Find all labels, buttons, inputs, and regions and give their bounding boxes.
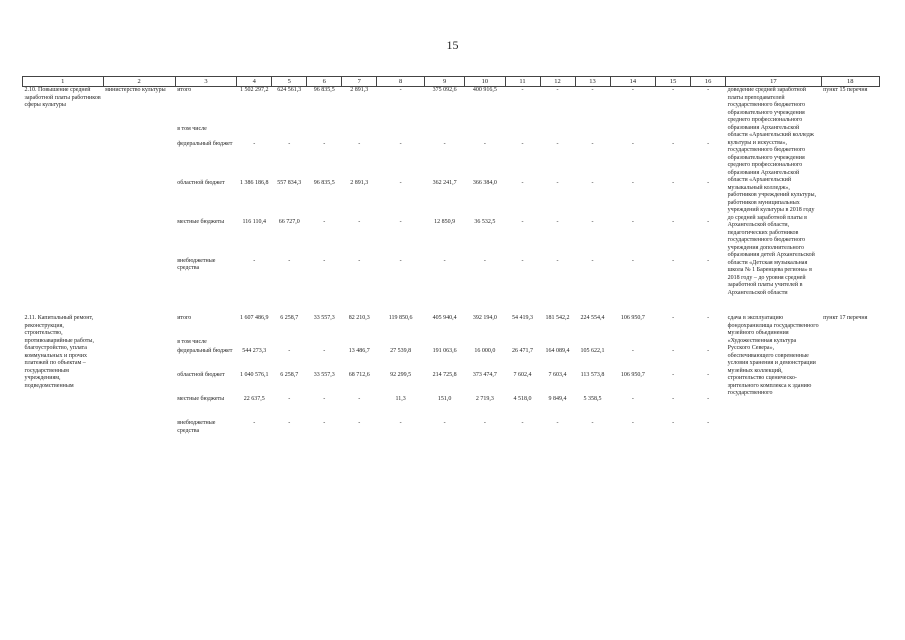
amount-cell: -: [591, 179, 594, 186]
amount-cell: [307, 339, 342, 348]
amount-cell: 119 850,6: [388, 315, 413, 321]
amount-cell: -: [443, 140, 446, 147]
amount-cell: 9 849,4: [548, 396, 567, 402]
amount-cell: [307, 126, 342, 141]
amount-cell: -: [672, 420, 675, 426]
amount-cell: -: [521, 179, 524, 186]
funding-source: областной бюджет: [177, 179, 225, 186]
amount-cell: [691, 126, 726, 141]
amount-cell: -: [483, 257, 486, 264]
amount-cell: 362 241,7: [432, 179, 457, 186]
amount-cell: -: [591, 218, 594, 225]
amount-cell: 105 622,1: [580, 348, 605, 354]
amount-cell: -: [707, 179, 710, 186]
column-number: 14: [610, 77, 656, 87]
amount-cell: -: [323, 420, 326, 426]
amount-cell: -: [631, 140, 634, 147]
amount-cell: -: [631, 420, 634, 426]
amount-cell: [505, 126, 540, 141]
amount-cell: 13 486,7: [348, 348, 370, 354]
amount-cell: [575, 339, 610, 348]
reference: пункт 17 перечня: [823, 315, 868, 321]
amount-cell: -: [631, 179, 634, 186]
amount-cell: [656, 339, 691, 348]
amount-cell: 2 719,3: [475, 396, 494, 402]
amount-cell: 392 194,0: [472, 315, 497, 321]
amount-cell: 2 891,3: [350, 87, 369, 93]
amount-cell: -: [672, 257, 675, 264]
amount-cell: -: [672, 87, 675, 93]
amount-cell: -: [521, 218, 524, 225]
expected-result: сдача в эксплуатацию фондохранилища государственного музейного объединения «Художественная культура Русского Севера», обеспечивающего современные условия хранения и демонстрации музейных коллекций, строительство сценическо-зрительного комплекса к зданию государственного: [727, 315, 819, 396]
amount-cell: -: [672, 140, 675, 147]
amount-cell: 106 950,7: [620, 372, 645, 378]
column-number: 11: [505, 77, 540, 87]
amount-cell: -: [399, 87, 402, 93]
amount-cell: -: [323, 396, 326, 402]
amount-cell: [691, 339, 726, 348]
column-number: 3: [175, 77, 237, 87]
amount-cell: 82 210,3: [348, 315, 370, 321]
amount-cell: [377, 126, 425, 141]
amount-cell: -: [253, 140, 256, 147]
measure-name: 2.10. Повышение средней заработной платы работников сферы культуры: [24, 87, 101, 108]
amount-cell: -: [707, 87, 710, 93]
table-row: [23, 87, 880, 127]
amount-cell: -: [288, 420, 291, 426]
amount-cell: -: [483, 140, 486, 147]
amount-cell: -: [707, 348, 710, 354]
amount-cell: [540, 339, 575, 348]
amount-cell: -: [707, 140, 710, 147]
amount-cell: -: [707, 396, 710, 402]
funding-source: итого: [177, 87, 192, 93]
amount-cell: -: [358, 257, 361, 264]
amount-cell: 66 727,0: [278, 218, 300, 225]
column-number: 12: [540, 77, 575, 87]
amount-cell: 2 891,3: [350, 179, 369, 186]
amount-cell: 36 532,5: [474, 218, 496, 225]
column-number: 7: [342, 77, 377, 87]
amount-cell: [540, 126, 575, 141]
column-number: 13: [575, 77, 610, 87]
column-number: 5: [272, 77, 307, 87]
amount-cell: -: [399, 140, 402, 147]
amount-cell: 22 637,5: [243, 396, 265, 402]
amount-cell: -: [358, 218, 361, 225]
amount-cell: -: [707, 372, 710, 378]
amount-cell: 405 940,4: [432, 315, 457, 321]
amount-cell: 1 386 186,8: [239, 179, 269, 186]
amount-cell: 96 835,5: [313, 179, 335, 186]
amount-cell: -: [707, 420, 710, 426]
amount-cell: [465, 339, 505, 348]
amount-cell: -: [399, 420, 402, 426]
amount-cell: 151,0: [437, 396, 452, 402]
amount-cell: -: [253, 257, 256, 264]
column-number: 9: [424, 77, 464, 87]
amount-cell: -: [358, 396, 361, 402]
amount-cell: 191 063,6: [432, 348, 457, 354]
amount-cell: [342, 126, 377, 141]
column-number: 2: [103, 77, 175, 87]
amount-cell: [272, 126, 307, 141]
amount-cell: -: [672, 396, 675, 402]
amount-cell: -: [672, 372, 675, 378]
amount-cell: 106 950,7: [620, 315, 645, 321]
amount-cell: [465, 126, 505, 141]
amount-cell: -: [707, 218, 710, 225]
amount-cell: -: [358, 420, 361, 426]
amount-cell: 113 573,8: [580, 372, 605, 378]
amount-cell: -: [323, 140, 326, 147]
funding-source: внебюджетные средства: [177, 420, 216, 434]
amount-cell: [377, 339, 425, 348]
amount-cell: 373 474,7: [472, 372, 497, 378]
amount-cell: 4 518,0: [513, 396, 532, 402]
amount-cell: -: [672, 218, 675, 225]
funding-source: в том числе: [177, 339, 207, 345]
column-number: 17: [726, 77, 821, 87]
amount-cell: -: [443, 420, 446, 426]
executor: [103, 315, 175, 444]
table-row: [23, 315, 880, 339]
amount-cell: -: [707, 315, 710, 321]
amount-cell: 54 419,3: [512, 315, 534, 321]
funding-source: местные бюджеты: [177, 396, 225, 402]
amount-cell: 33 557,3: [313, 315, 335, 321]
amount-cell: -: [288, 348, 291, 354]
amount-cell: 1 502 297,2: [239, 87, 269, 93]
amount-cell: 12 850,9: [434, 218, 456, 225]
funding-source: местные бюджеты: [177, 218, 225, 225]
amount-cell: -: [591, 140, 594, 147]
column-number: 15: [656, 77, 691, 87]
amount-cell: [424, 126, 464, 141]
amount-cell: 68 712,6: [348, 372, 370, 378]
amount-cell: -: [323, 257, 326, 264]
amount-cell: -: [323, 348, 326, 354]
amount-cell: 116 110,4: [242, 218, 266, 225]
column-number: 16: [691, 77, 726, 87]
amount-cell: [505, 339, 540, 348]
amount-cell: 6 258,7: [280, 372, 299, 378]
amount-cell: 214 725,8: [432, 372, 457, 378]
funding-source: внебюджетные средства: [177, 257, 216, 272]
amount-cell: [237, 126, 272, 141]
column-number: 1: [23, 77, 104, 87]
column-number: 4: [237, 77, 272, 87]
amount-cell: -: [591, 87, 594, 93]
program-table: [22, 76, 880, 444]
amount-cell: -: [591, 420, 594, 426]
funding-source: федеральный бюджет: [177, 140, 233, 147]
amount-cell: 1 040 576,1: [239, 372, 269, 378]
amount-cell: [656, 126, 691, 141]
amount-cell: 224 554,4: [580, 315, 605, 321]
amount-cell: [424, 339, 464, 348]
amount-cell: 96 835,5: [313, 87, 335, 93]
amount-cell: -: [556, 179, 559, 186]
amount-cell: 1 607 486,9: [239, 315, 269, 321]
amount-cell: -: [672, 315, 675, 321]
amount-cell: [272, 339, 307, 348]
reference: пункт 15 перечня: [823, 87, 868, 93]
amount-cell: 544 273,3: [242, 348, 267, 354]
amount-cell: -: [521, 87, 524, 93]
amount-cell: -: [556, 87, 559, 93]
amount-cell: -: [556, 140, 559, 147]
amount-cell: -: [672, 179, 675, 186]
amount-cell: 181 542,2: [545, 315, 570, 321]
amount-cell: 26 471,7: [512, 348, 534, 354]
amount-cell: -: [521, 140, 524, 147]
amount-cell: -: [399, 257, 402, 264]
amount-cell: 11,3: [395, 396, 406, 402]
amount-cell: 7 603,4: [548, 372, 567, 378]
funding-source: областной бюджет: [177, 372, 225, 378]
amount-cell: -: [253, 420, 256, 426]
measure-name: 2.11. Капитальный ремонт, реконструкция, строительство, противоаварийные работы, благоустройство, уплата коммунальных и прочих платежей по объектам – государственным учреждениям, подведомственным: [24, 315, 94, 389]
amount-cell: 33 557,3: [313, 372, 335, 378]
amount-cell: -: [631, 348, 634, 354]
funding-source: в том числе: [177, 126, 207, 133]
amount-cell: -: [288, 396, 291, 402]
section-spacer: [23, 297, 880, 315]
amount-cell: -: [707, 257, 710, 264]
amount-cell: -: [631, 396, 634, 402]
amount-cell: 557 834,3: [277, 179, 302, 186]
amount-cell: -: [521, 257, 524, 264]
amount-cell: 16 000,0: [474, 348, 496, 354]
amount-cell: 375 092,6: [432, 87, 457, 93]
amount-cell: -: [483, 420, 486, 426]
amount-cell: 5 358,5: [583, 396, 602, 402]
amount-cell: -: [443, 257, 446, 264]
column-number: 10: [465, 77, 505, 87]
amount-cell: 6 258,7: [280, 315, 299, 321]
amount-cell: 7 602,4: [513, 372, 532, 378]
amount-cell: -: [631, 257, 634, 264]
amount-cell: [342, 339, 377, 348]
amount-cell: -: [631, 218, 634, 225]
amount-cell: -: [591, 257, 594, 264]
amount-cell: [237, 339, 272, 348]
amount-cell: -: [399, 179, 402, 186]
column-number: 8: [377, 77, 425, 87]
amount-cell: 624 561,3: [277, 87, 302, 93]
amount-cell: -: [672, 348, 675, 354]
funding-source: федеральный бюджет: [177, 348, 233, 354]
amount-cell: 92 299,5: [390, 372, 412, 378]
page-number: 15: [446, 38, 459, 52]
amount-cell: -: [358, 140, 361, 147]
amount-cell: 164 089,4: [545, 348, 570, 354]
amount-cell: -: [556, 420, 559, 426]
amount-cell: 27 539,8: [390, 348, 412, 354]
amount-cell: -: [556, 218, 559, 225]
column-number: 18: [821, 77, 879, 87]
amount-cell: -: [288, 257, 291, 264]
amount-cell: -: [399, 218, 402, 225]
amount-cell: -: [631, 87, 634, 93]
amount-cell: [610, 126, 656, 141]
amount-cell: [610, 339, 656, 348]
amount-cell: 400 916,5: [472, 87, 497, 93]
funding-source: итого: [177, 315, 192, 321]
amount-cell: -: [521, 420, 524, 426]
executor: министерство культуры: [105, 87, 166, 93]
amount-cell: -: [323, 218, 326, 225]
column-number-row: [23, 77, 880, 87]
expected-result: доведение средней заработной платы преподавателей государственного бюджетного образовательного учреждения среднего профессионального образования Архангельской области «Архангельский колледж культуры и искусства», государственного бюджетного образовательного учреждения среднего профессионального образования Архангельской области «Архангельский музыкальный колледж», работников учреждений культуры, работников муниципальных учреждений культуры в 2018 году до средней заработной платы в Архангельской области, педагогических работников государственного бюджетного учреждения дополнительного образования детей Архангельской области «Детская музыкальная школа № 1 Баренцева региона» в 2018 году – до уровня средней заработной платы учителей в Архангельской области: [727, 87, 817, 296]
amount-cell: [575, 126, 610, 141]
amount-cell: -: [556, 257, 559, 264]
amount-cell: -: [288, 140, 291, 147]
column-number: 6: [307, 77, 342, 87]
amount-cell: 366 384,0: [472, 179, 497, 186]
